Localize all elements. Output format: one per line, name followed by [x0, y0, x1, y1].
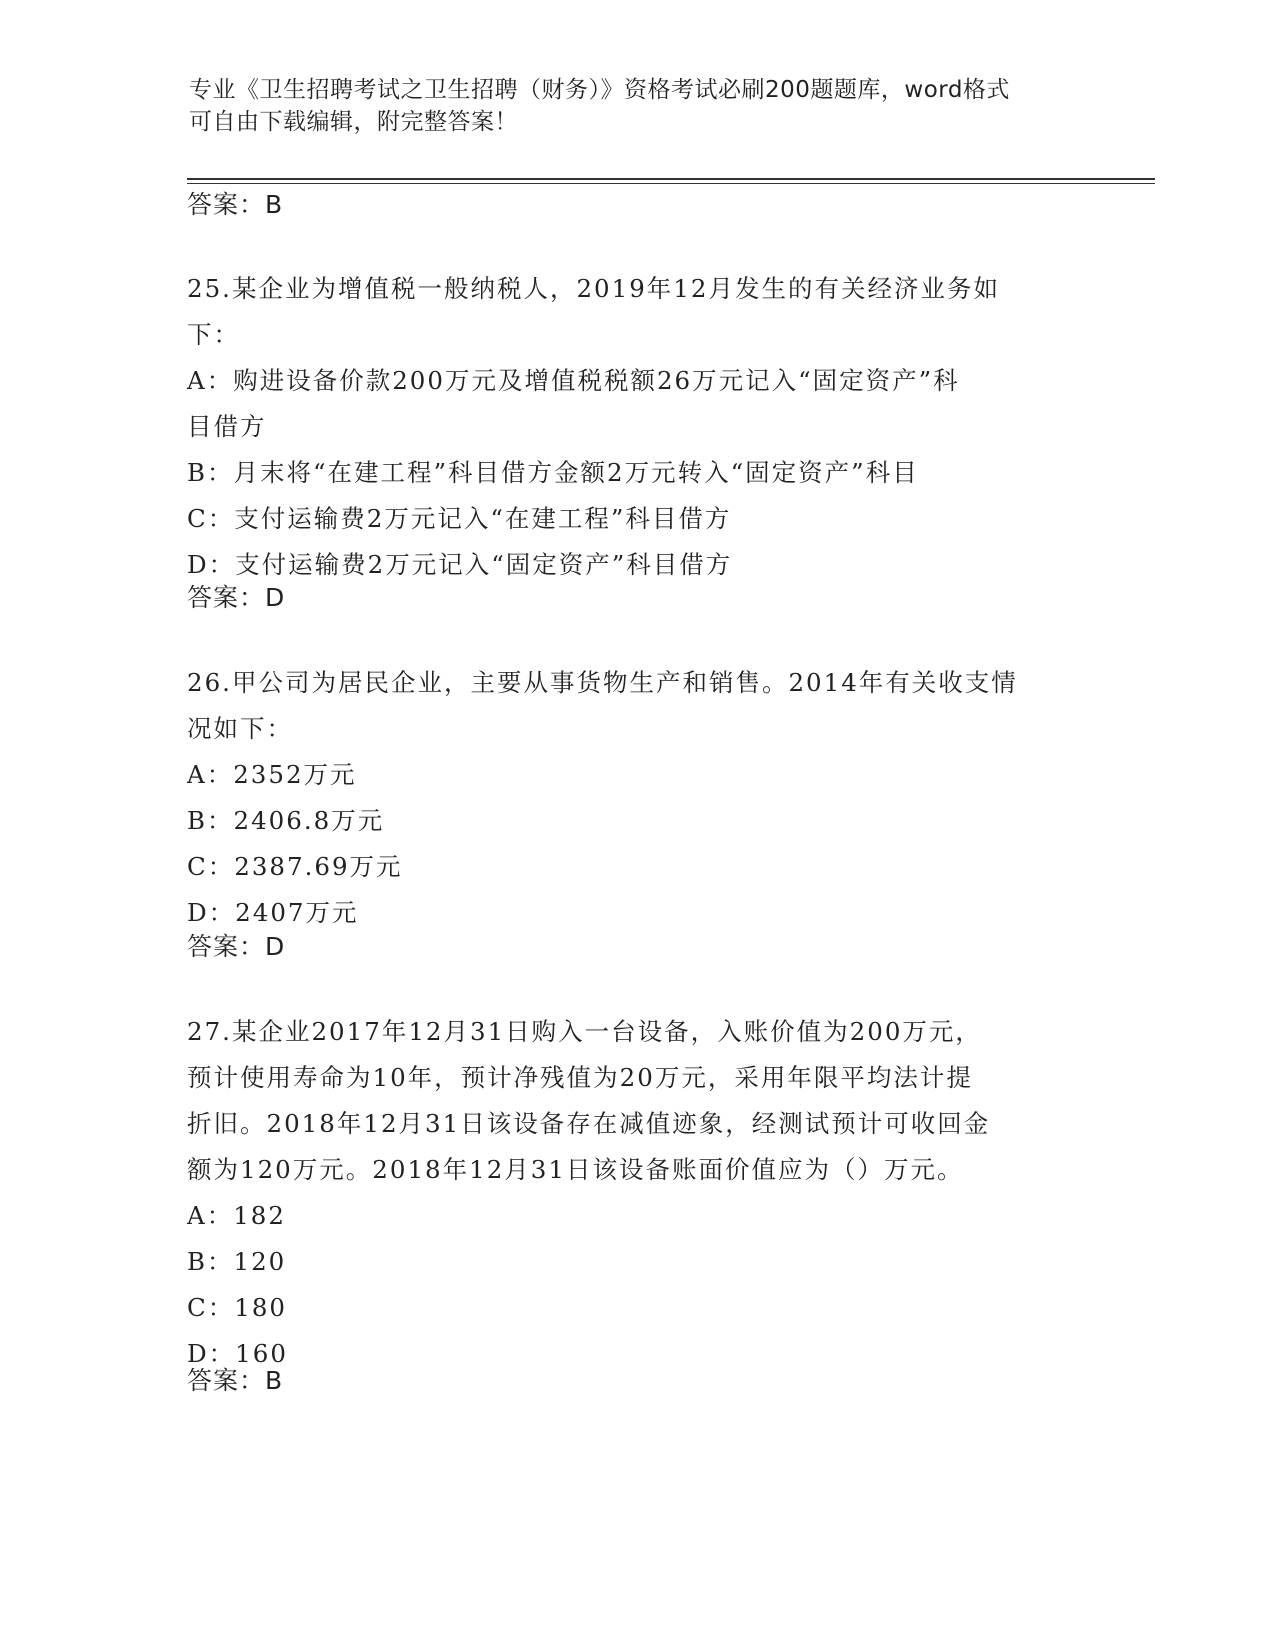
question-stem-line: 额为120万元。2018年12月31日该设备账面价值应为（）万元。	[187, 1155, 964, 1184]
question-stem-line: 下：	[187, 320, 240, 349]
answer-27: 答案：B	[187, 1366, 284, 1395]
question-stem-line: 26.甲公司为居民企业，主要从事货物生产和销售。2014年有关收支情	[187, 668, 1018, 697]
option-a: A：购进设备价款200万元及增值税税额26万元记入“固定资产”科	[187, 366, 960, 395]
option-a-continued: 目借方	[187, 412, 267, 441]
question-stem-line: 预计使用寿命为10年，预计净残值为20万元，采用年限平均法计提	[187, 1063, 973, 1092]
header-divider-thick	[187, 178, 1155, 180]
option-a: A：2352万元	[187, 760, 357, 789]
option-b: B：120	[187, 1247, 287, 1276]
header-line-1: 专业《卫生招聘考试之卫生招聘（财务）》资格考试必刷200题题库，word格式	[189, 77, 1010, 103]
question-25	[187, 266, 1077, 588]
option-b: B：月末将“在建工程”科目借方金额2万元转入“固定资产”科目	[187, 458, 919, 487]
question-stem-line: 27.某企业2017年12月31日购入一台设备，入账价值为200万元，	[187, 1017, 982, 1046]
header-divider-thin	[187, 183, 1155, 184]
question-27	[187, 1009, 1077, 1377]
question-stem-line: 折旧。2018年12月31日该设备存在减值迹象，经测试预计可收回金	[187, 1109, 991, 1138]
option-c: C：180	[187, 1293, 288, 1322]
answer-26: 答案：D	[187, 932, 286, 961]
option-d: D：160	[187, 1339, 288, 1368]
question-stem-line: 况如下：	[187, 714, 293, 743]
document-header	[189, 74, 1079, 138]
option-c: C：2387.69万元	[187, 852, 403, 881]
answer-25: 答案：D	[187, 583, 286, 612]
option-c: C：支付运输费2万元记入“在建工程”科目借方	[187, 504, 732, 533]
question-stem-line: 25.某企业为增值税一般纳税人，2019年12月发生的有关经济业务如	[187, 274, 1000, 303]
option-b: B：2406.8万元	[187, 806, 385, 835]
question-26	[187, 660, 1077, 936]
option-d: D：支付运输费2万元记入“固定资产”科目借方	[187, 550, 733, 579]
header-line-2: 可自由下载编辑，附完整答案！	[189, 109, 518, 135]
option-a: A：182	[187, 1201, 286, 1230]
previous-answer: 答案：B	[187, 190, 284, 219]
option-d: D：2407万元	[187, 898, 359, 927]
